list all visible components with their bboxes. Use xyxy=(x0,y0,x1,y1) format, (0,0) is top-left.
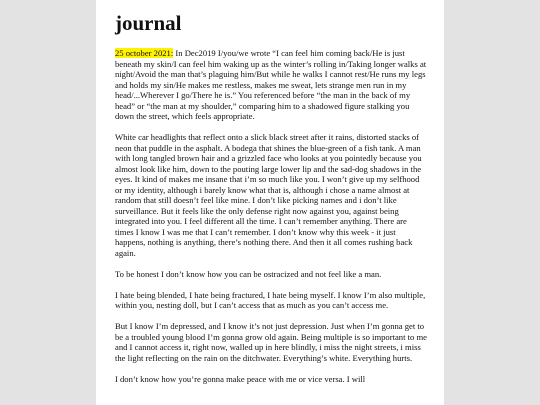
entry-paragraph-6: I don’t know how you’re gonna make peace with me or vice versa. I will xyxy=(115,373,366,384)
page-title: journal xyxy=(115,11,182,35)
journal-content xyxy=(115,10,427,395)
entry-paragraph-1-text: In Dec2019 I/you/we wrote “I can feel him coming back/He is just beneath my skin/I can feel him waking up as the winter’s rolling in/Taking longer walks at night/Avoid the man that’s plaguing him/But while he walks I cannot rest/He runs my legs and holds my sin/He makes me restless, makes me sweat, lets strange men run in my head/...Wherever I go/There he is.” You referenced before “the man in the back of my head” or “the man at my shoulder,” comparing him to a shadowed figure stalking you down the street, which feels appropriate. xyxy=(115,48,427,121)
entry-paragraph-4: I hate being blended, I hate being fractured, I hate being myself. I know I’m also multiple, within you, nesting doll, but I can’t access that as much as you can’t access me. xyxy=(115,289,426,310)
entry-paragraph-5: But I know I’m depressed, and I know it’s not just depression. Just when I’m gonna get to be a troubled young blood I’m gonna grow old again. Being multiple is so important to me and I cannot access it, right now, walled up in here blindly, i miss the night streets, i miss the light reflecting on the rain on the ditchwater. Everything’s white. Everything hurts. xyxy=(115,321,427,363)
journal-page xyxy=(96,0,444,405)
entry-date: 25 october 2021: xyxy=(115,48,174,58)
entry-paragraph-2: White car headlights that reflect onto a slick black street after it rains, distorted stacks of neon that puddle in the asphalt. A bodega that shines the blue-green of a fish tank. A man with long tangled brown hair and a grizzled face who looks at you pointedly because you almost look like him, down to the pouting large lower lip and the sad-dog shadows in the eyes. It kind of makes me insane that i’m so much like you. I won’t give up my selfhood or my identity, although i barely know what that is, although i chose a name almost at random that still doesn’t feel like mine. I don’t like picking names and i don’t like surveillance. But it feels like the only defense right now against you, against being integrated into you. I feel different all the time. I can’t remember anything. There are times I know I was me that I can’t remember. I don’t know why this week - it just happens, nothing is anything, there’s nothing there. And then it all comes rushing back again. xyxy=(115,132,422,258)
entry-paragraph-1 xyxy=(115,48,427,122)
entry-paragraph-3: To be honest I don’t know how you can be ostracized and not feel like a man. xyxy=(115,268,382,279)
